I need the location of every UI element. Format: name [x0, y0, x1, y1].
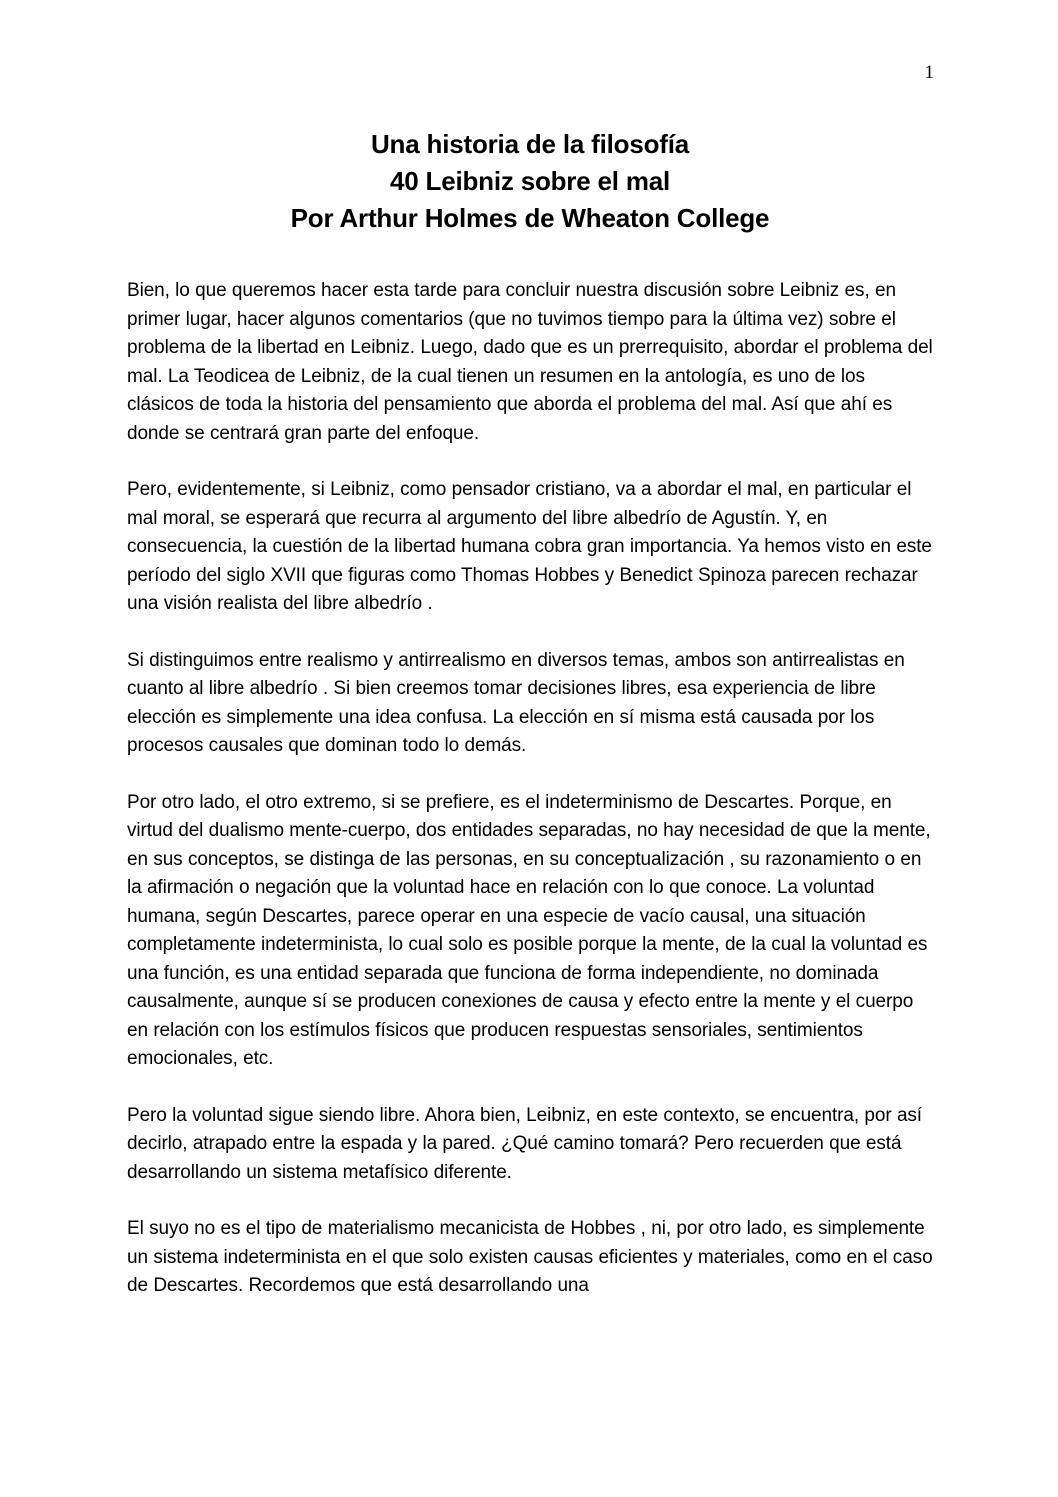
document-content [127, 126, 933, 1329]
page-number: 1 [924, 62, 934, 83]
title-line-3: Por Arthur Holmes de Wheaton College [290, 203, 770, 233]
paragraph-2: Pero, evidentemente, si Leibniz, como pensador cristiano, va a abordar el mal, en particular el mal moral, se esperará que recurra al argumento del libre albedrío de Agustín. Y, en consecuencia, la cuestión de la libertad humana cobra gran importancia. Ya hemos visto en este período del siglo XVII que figuras como Thomas Hobbes y Benedict Spinoza parecen rechazar una visión realista del libre albedrío . [127, 479, 932, 614]
title-line-2: 40 Leibniz sobre el mal [389, 166, 671, 196]
paragraphs-container [127, 277, 933, 1301]
paragraph-3: Si distinguimos entre realismo y antirrealismo en diversos temas, ambos son antirrealistas en cuanto al libre albedrío . Si bien creemos tomar decisiones libres, esa experiencia de libre elección es simplemente una idea confusa. La elección en sí misma está causada por los procesos causales que dominan todo lo demás. [127, 649, 905, 756]
paragraph-1: Bien, lo que queremos hacer esta tarde para concluir nuestra discusión sobre Leibniz es, en primer lugar, hacer algunos comentarios (que no tuvimos tiempo para la última vez) sobre el problema de la libertad en Leibniz. Luego, dado que es un prerrequisito, abordar el problema del mal. La Teodicea de Leibniz, de la cual tienen un resumen en la antología, es uno de los clásicos de toda la historia del pensamiento que aborda el problema del mal. Así que ahí es donde se centrará gran parte del enfoque. [127, 280, 933, 444]
paragraph-4: Por otro lado, el otro extremo, si se prefiere, es el indeterminismo de Descartes. Porque, en virtud del dualismo mente-cuerpo, dos entidades separadas, no hay necesidad de que la mente, en sus conceptos, se distinga de las personas, en su conceptualización , su razonamiento o en la afirmación o negación que la voluntad hace en relación con lo que conoce. La voluntad humana, según Descartes, parece operar en una especie de vacío causal, una situación completamente indeterminista, lo cual solo es posible porque la mente, de la cual la voluntad es una función, es una entidad separada que funciona de forma independiente, no dominada causalmente, aunque sí se producen conexiones de causa y efecto entre la mente y el cuerpo en relación con los estímulos físicos que producen respuestas sensoriales, sentimientos emocionales, etc. [127, 791, 931, 1069]
paragraph-5: Pero la voluntad sigue siendo libre. Ahora bien, Leibniz, en este contexto, se encuentra, por así decirlo, atrapado entre la espada y la pared. ¿Qué camino tomará? Pero recuerden que está desarrollando un sistema metafísico diferente. [127, 1104, 922, 1183]
title-line-1: Una historia de la filosofía [370, 129, 690, 159]
paragraph-6: El suyo no es el tipo de materialismo mecanicista de Hobbes , ni, por otro lado, es simplemente un sistema indeterminista en el que solo existen causas eficientes y materiales, como en el caso de Descartes. Recordemos que está desarrollando una [127, 1218, 933, 1296]
document-title [127, 126, 933, 237]
